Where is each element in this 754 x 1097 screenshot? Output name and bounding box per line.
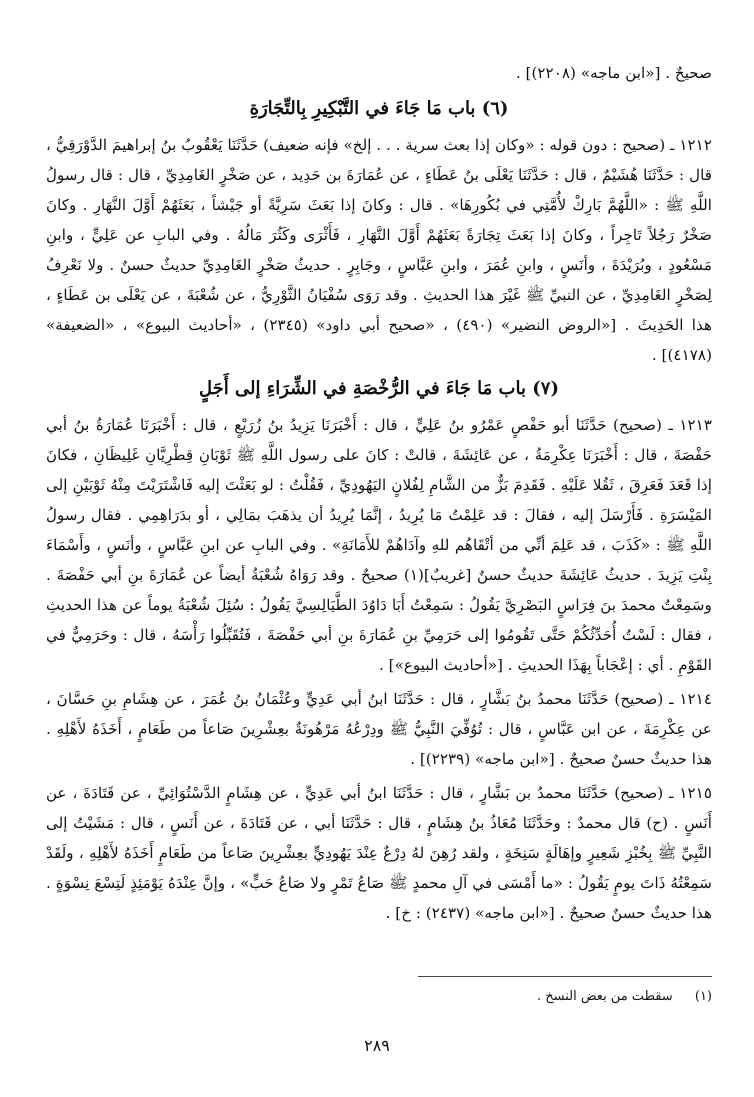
footnote-text: سقطت من بعض النسخ . bbox=[536, 989, 673, 1004]
footnote bbox=[46, 986, 712, 1008]
chapter-heading: (٧) باب مَا جَاءَ في الرُّخْصَةِ في الشِّرَاءِ إلى أَجَلٍ bbox=[199, 378, 559, 399]
hadith-1215: ١٢١٥ ـ (صحيح) حَدَّثَنَا محمدُ بن بَشَّارٍ ، قال : حَدَّثَنَا ابنُ أبي عَدِيٍّ ، عن هِشَامٍ الدَّسْتُوَائِيِّ ، عن قَتَادَةَ ، عن أَنَسٍ . (ح) قال محمدٌ : وحَدَّثَنَا مُعَاذُ بنُ هِشَامٍ ، قال : حَدَّثَنَا أبي ، عن قَتَادَةَ ، عن أَنَسٍ ، قال : مَشَيْتُ إلى النَّبِيِّ ﷺ بِخُبْزِ شَعِيرٍ وإهَالَةٍ سَنِخَةٍ ، ولقد رُهِنَ لهُ دِرْعٌ عِنْدَ يَهُودِيٍّ بعِشْرِينَ صَاعاً من طَعَامٍ أَخَذَهُ لأَهْلِهِ ، ولَقَدْ سَمِعْتُهُ ذَاتَ يومٍ يَقُولُ : «ما أَمْسَى في آلِ محمدٍ ﷺ صَاعُ تَمْرٍ ولا صَاعُ حَبٍّ» ، وإنَّ عِنْدَهُ يَوْمَئِذٍ لَتِسْعَ نِسْوَةٍ . هذا حديثٌ حسنٌ صحيحٌ . [«ابن ماجه» (٢٤٣٧) : خ] . bbox=[46, 784, 712, 922]
footnote-number: (١) bbox=[694, 989, 712, 1004]
opening-line: صحيحٌ . [«ابن ماجه» (٢٢٠٨)] . bbox=[515, 64, 712, 82]
hadith-1214: ١٢١٤ ـ (صحيح) حَدَّثَنَا محمدُ بنُ بَشَّارٍ ، قال : حَدَّثَنَا ابنُ أبي عَدِيٍّ وعُثْمَانُ بنُ عُمَرَ ، عن هِشَامِ بنِ حَسَّانَ ، عن عِكْرِمَةَ ، عن ابن عَبَّاسٍ ، قال : تُوُفِّيَ النَّبِيُّ ﷺ ودِرْعُهُ مَرْهُونَةٌ بعِشْرِينَ صَاعاً من طَعَامٍ ، أَخَذَهُ لأَهْلِهِ . هذا حديثٌ حسنٌ صحيحٌ . [«ابن ماجه» (٢٢٣٩)] . bbox=[46, 690, 712, 768]
section-early-trading bbox=[46, 94, 712, 370]
hadith-1213: ١٢١٣ ـ (صحيح) حَدَّثَنَا أبو حَفْصٍ عَمْرُو بنُ عَلِيٍّ ، قال : أَخْبَرَنَا يَزِيدُ بنُ زُرَيْعٍ ، قال : أَخْبَرَنَا عُمَارَةُ بنُ أبي حَفْصَةَ ، قال : أَخْبَرَنَا عِكْرِمَةُ ، عن عَائِشَةَ ، قالتْ : كانَ على رسول اللَّهِ ﷺ ثَوْبَانِ قِطْرِيَّانِ غَلِيظَانِ ، فكانَ إذا قَعَدَ فَعَرِقَ ، ثَقُلا عَلَيْهِ . فَقَدِمَ بَزٌّ من الشَّامِ لِفُلانٍ اليَهُودِيِّ ، فَقُلْتُ : لو بَعَثْتَ إليه فَاشْتَرَيْتَ مِنْهُ ثَوْبَيْنِ إلى المَيْسَرَةِ . فَأَرْسَلَ إليه ، فقالَ : قد عَلِمْتُ مَا يُرِيدُ ، إنَّمَا يُرِيدُ أن يذهَبَ بمَالِي ، أو بدَرَاهِمِي . فقال رسولُ اللَّهِ ﷺ : «كَذَبَ ، قد عَلِمَ أنِّي من أتْقَاهُم للهِ وآدَاهُمْ للأَمَانَةِ» . وفي البابِ عن ابنِ عَبَّاسٍ ، وأنَسٍ ، وأَسْمَاءَ بِنْتِ يَزِيدَ . حديثُ عَائِشَةَ حديثٌ حسنٌ [غريبٌ](١) صحيحٌ . وقد رَوَاهُ شُعْبَةُ أيضاً عن عُمَارَةَ بنِ أبي حَفْصَةَ . وسَمِعْتُ محمدَ بنَ فِرَاسٍ البَصْرِيَّ يَقُولُ : سَمِعْتُ أَبَا دَاوُدَ الطَّيَالِسِيَّ يَقُولُ : سُئِلَ شُعْبَةُ يوماً عن هذا الحديثِ ، فقال : لَسْتُ أُحَدِّثُكُمْ حَتَّى تَقُومُوا إلى حَرَمِيِّ بنِ عُمَارَةَ بنِ أبي حَفْصَةَ ، فَتُقَبِّلُوا رَأْسَهُ ، قال : وحَرَمِيٌّ في القَوْمِ . أي : إعْجَاباً بِهَذَا الحديثِ . [«أحاديث البيوع»] . bbox=[46, 416, 712, 674]
hadith-1212: ١٢١٢ ـ (صحيح : دون قوله : «وكان إذا بعث سرية . . . إلخ» فإنه ضعيف) حَدَّثَنَا يَعْقُوبُ بنُ إبراهيمَ الدَّوْرَقِيُّ ، قال : حَدَّثَنَا هُشَيْمٌ ، قال : حَدَّثَنَا يَعْلَى بنُ عَطَاءٍ ، عن عُمَارَةَ بن حَدِيد ، عن صَخْرٍ الغَامِدِيِّ ، قال : قال رسولُ اللَّهِ ﷺ : «اللَّهُمَّ بَارِكْ لأُمَّتِي في بُكُورِهَا» . قال : وكانَ إذا بَعَثَ سَرِيَّةً أو جَيْشاً ، بَعَثَهُمْ أَوَّلَ النَّهَارِ . وكانَ صَخْرٌ رَجُلاً تَاجِراً ، وكانَ إذا بَعَثَ تِجَارَةً بَعَثَهُمْ أَوَّلَ النَّهَارِ ، فَأَثْرَى وكَثُرَ مَالُهُ . وفي البابِ عن عَلِيٍّ ، وابنِ مَسْعُودٍ ، وبُرَيْدَةَ ، وأنَسٍ ، وابنِ عُمَرَ ، وابنِ عَبَّاسٍ ، وجَابِرٍ . حديثُ صَخْرٍ الغَامِدِيِّ حديثٌ حسنٌ . ولا نَعْرِفُ لِصَخْرٍ الغَامِدِيِّ ، عن النبيِّ ﷺ غَيْرَ هذا الحديثِ . وقد رَوَى سُفْيَانُ الثَّوْرِيُّ ، عن شُعْبَةَ ، عن يَعْلَى بن عَطَاءٍ ، هذا الحَدِيثَ . [«الروض النضير» (٤٩٠) ، «صحيح أبي داود» (٢٣٤٥) ، «أحاديث البيوع» ، «الضعيفة» (٤١٧٨)] . bbox=[46, 136, 712, 364]
section-deferred-purchase bbox=[46, 374, 712, 928]
chapter-heading: (٦) باب مَا جَاءَ في التَّبْكِيرِ بِالتِّجَارَةِ bbox=[249, 98, 509, 119]
page-number: ٢٨٩ bbox=[364, 1036, 390, 1055]
footnote-divider bbox=[418, 976, 712, 977]
page-content bbox=[46, 58, 712, 932]
